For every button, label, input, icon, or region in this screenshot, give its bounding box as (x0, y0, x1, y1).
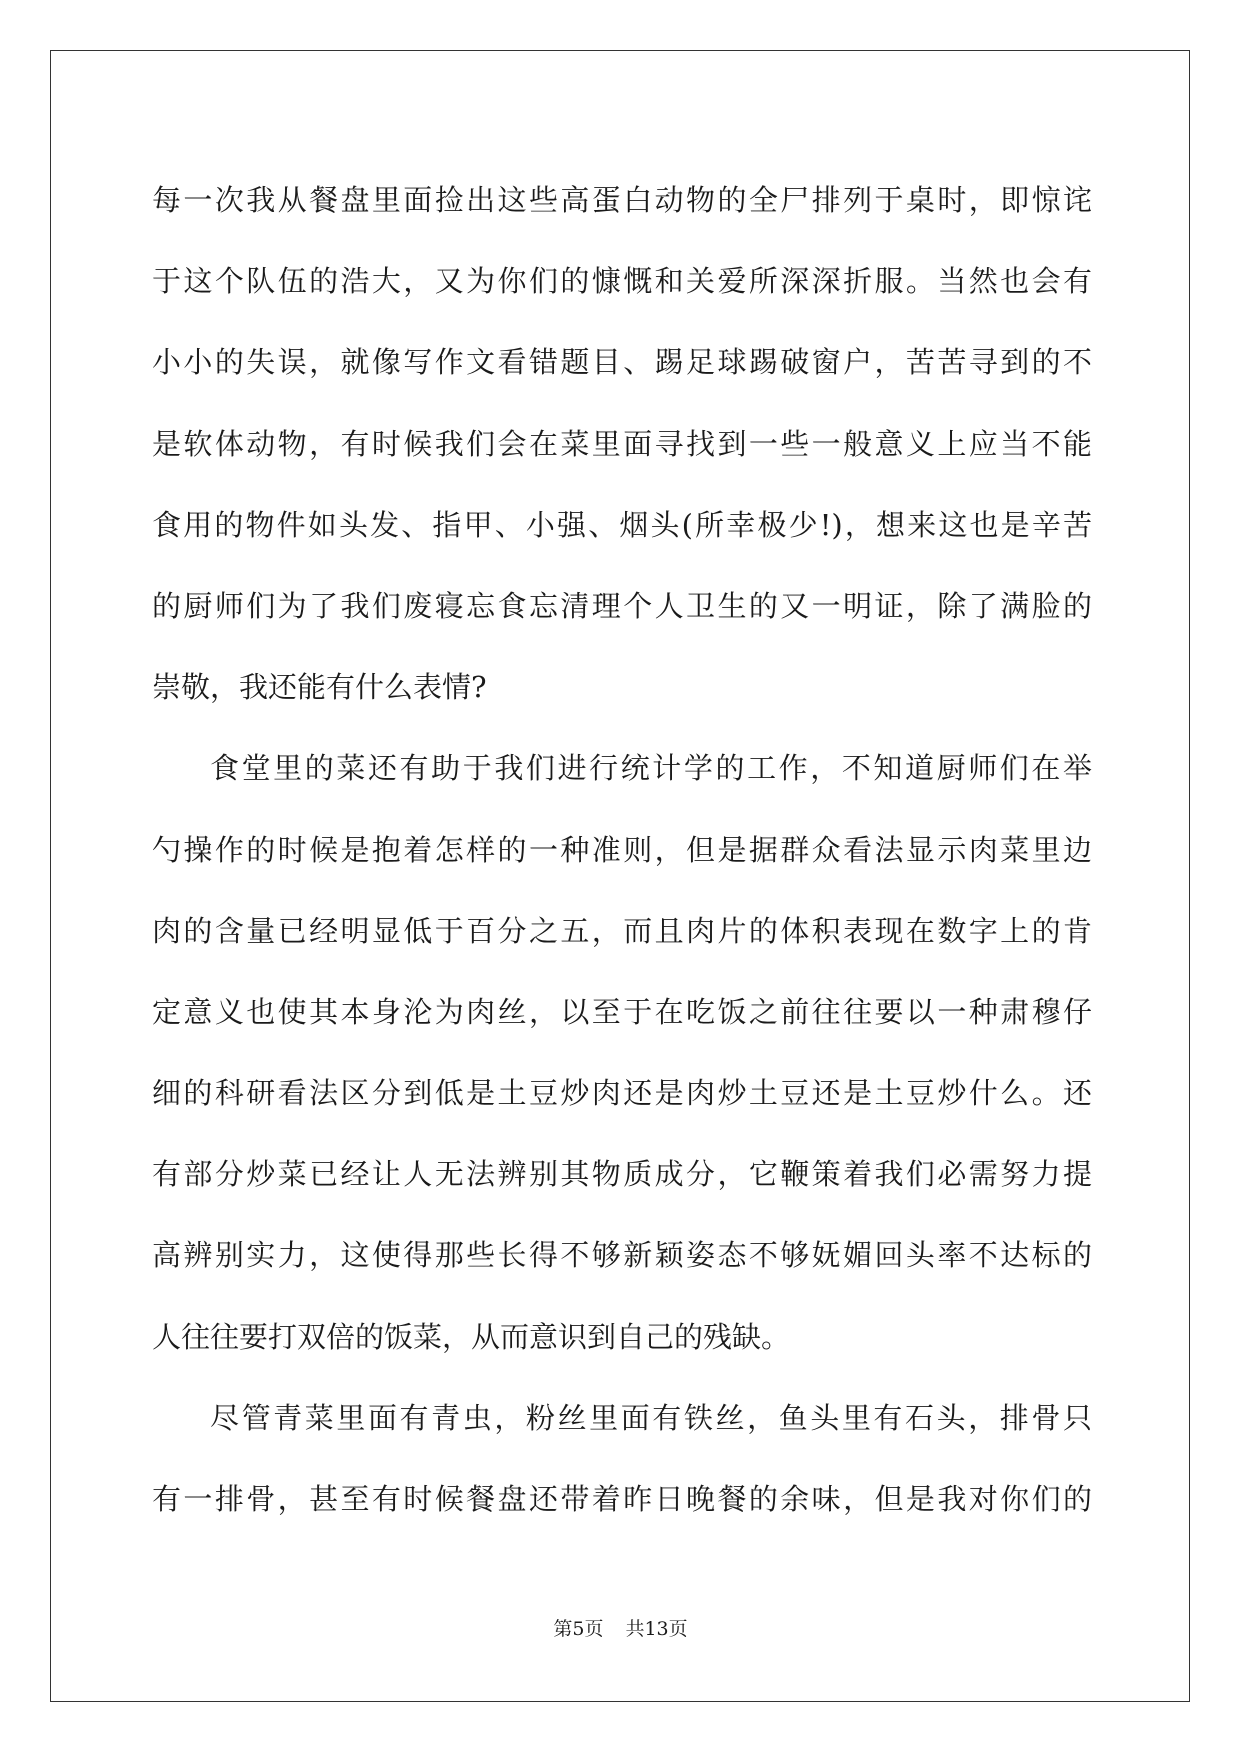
text-line: 食用的物件如头发、指甲、小强、烟头(所幸极少!)，想来这也是辛苦 (152, 507, 1092, 542)
text-line: 高辨别实力，这使得那些长得不够新颖姿态不够妩媚回头率不达标的 (152, 1238, 1092, 1273)
text-line: 人往往要打双倍的饭菜，从而意识到自己的残缺。 (152, 1319, 791, 1354)
text-line: 定意义也使其本身沦为肉丝，以至于在吃饭之前往往要以一种肃穆仔 (152, 994, 1092, 1029)
page-number: 第5页 (553, 1618, 604, 1640)
text-line: 崇敬，我还能有什么表情? (152, 670, 487, 705)
page-footer (0, 1614, 1241, 1641)
text-line: 的厨师们为了我们废寝忘食忘清理个人卫生的又一明证，除了满脸的 (152, 588, 1092, 623)
text-line: 细的科研看法区分到低是土豆炒肉还是肉炒土豆还是土豆炒什么。还 (152, 1076, 1092, 1111)
text-line: 是软体动物，有时候我们会在菜里面寻找到一些一般意义上应当不能 (152, 426, 1092, 461)
text-line: 尽管青菜里面有青虫，粉丝里面有铁丝，鱼头里有石头，排骨只 (210, 1400, 1092, 1435)
page-total: 共13页 (625, 1618, 688, 1640)
text-line: 有一排骨，甚至有时候餐盘还带着昨日晚餐的余味，但是我对你们的 (152, 1482, 1092, 1516)
text-line: 小小的失误，就像写作文看错题目、踢足球踢破窗户，苦苦寻到的不 (152, 345, 1092, 380)
text-line: 肉的含量已经明显低于百分之五，而且肉片的体积表现在数字上的肯 (152, 913, 1092, 948)
text-line: 勺操作的时候是抱着怎样的一种准则，但是据群众看法显示肉菜里边 (152, 832, 1092, 867)
text-line: 每一次我从餐盘里面捡出这些高蛋白动物的全尸排列于桌时，即惊诧 (152, 183, 1092, 217)
text-line: 食堂里的菜还有助于我们进行统计学的工作，不知道厨师们在举 (210, 751, 1092, 786)
document-body (152, 160, 1092, 1540)
text-line: 有部分炒菜已经让人无法辨别其物质成分，它鞭策着我们必需努力提 (152, 1157, 1092, 1192)
text-line: 于这个队伍的浩大，又为你们的慷慨和关爱所深深折服。当然也会有 (152, 264, 1092, 299)
